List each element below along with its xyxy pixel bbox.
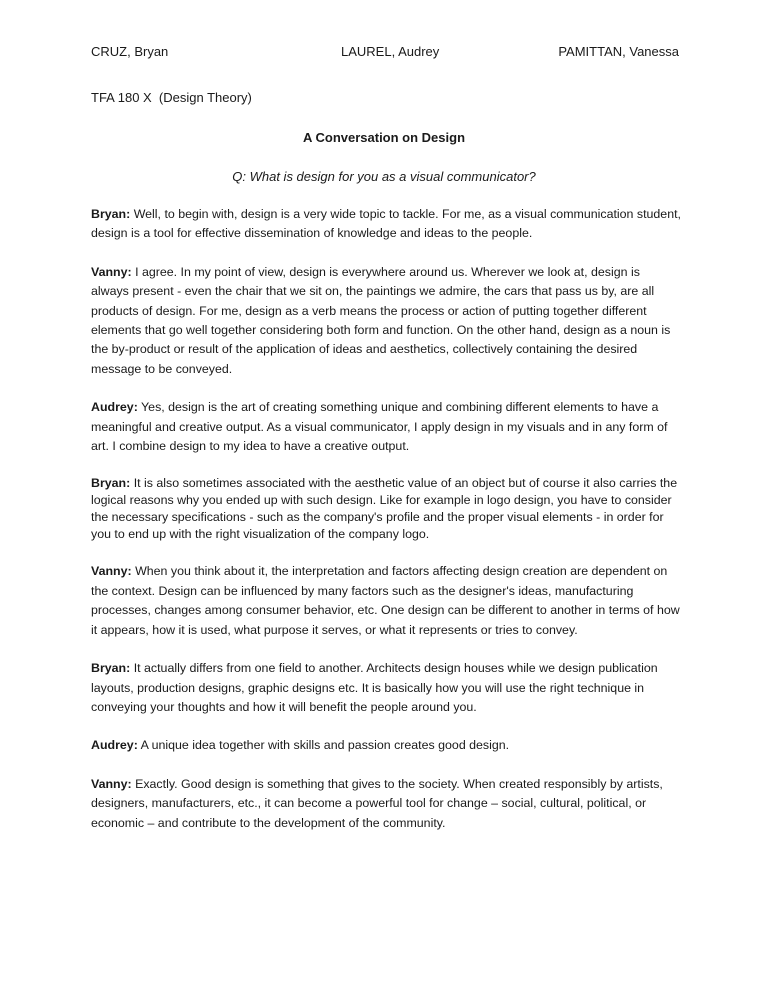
turn-text: Well, to begin with, design is a very wide topic to tackle. For me, as a visual communication student, design is a tool for effective dissemination of knowledge and ideas to the people. [91,207,681,241]
speaker-name: Vanny: [91,264,132,279]
course-line: TFA 180 X (Design Theory) [91,90,252,105]
speaker-name: Bryan: [91,207,131,221]
turn-text: It is also sometimes associated with the aesthetic value of an object but of course it also carries the logical reasons why you ended up with such design. Like for example in logo design, you have to consider the necessary specifications - such as the company's profile and the proper visual elements - in order for you to end up with the right visualization of the company logo. [91,476,678,542]
dialogue-turn [91,736,681,755]
speaker-name: Vanny: [91,776,132,791]
speaker-name: Vanny: [91,564,132,579]
turn-text: Exactly. Good design is something that gives to the society. When created responsibly by artists, designers, manufacturers, etc., it can become a powerful tool for change – social, cultural, political, or economic – and contribute to the development of the community. [91,776,663,830]
question-line: Q: What is design for you as a visual communicator? [232,169,536,184]
dialogue-turn [91,775,681,833]
document-title: A Conversation on Design [302,130,466,145]
author-name: CRUZ, Bryan [91,44,169,59]
dialogue-turn [91,398,681,456]
speaker-name: Bryan: [91,476,131,491]
dialogue-turn [91,475,681,543]
dialogue-turn [91,263,681,379]
turn-text: A unique idea together with skills and passion creates good design. [137,738,510,753]
speaker-name: Audrey: [91,738,138,753]
author-line [91,44,679,64]
author-name: PAMITTAN, Vanessa [558,44,679,59]
dialogue-turn [91,562,681,640]
turn-text: When you think about it, the interpretation and factors affecting design creation are dependent on the context. Design can be influenced by many factors such as the designer's ideas, manufacturing processes, changes among consumer behavior, etc. One design can be different to another in terms of how it appears, how it is used, what purpose it serves, or what it represents or tries to convey. [91,564,680,637]
dialogue-body [91,205,681,852]
turn-text: I agree. In my point of view, design is everywhere around us. Wherever we look at, design is always present - even the chair that we sit on, the paintings we admire, the cars that pass us by, are all products of design. For me, design as a verb means the process or action of putting together different elements that go well together considering both form and function. On the other hand, design as a noun is the by-product or result of the application of ideas and aesthetics, collectively containing the desired message to be conveyed. [91,264,671,376]
author-name: LAUREL, Audrey [341,44,440,59]
speaker-name: Audrey: [91,400,138,415]
speaker-name: Bryan: [91,661,131,676]
dialogue-turn [91,205,681,244]
turn-text: It actually differs from one field to another. Architects design houses while we design publication layouts, production designs, graphic designs etc. It is basically how you will use the right technique in conveying your thoughts and how it will benefit the people around you. [91,661,658,714]
dialogue-turn [91,659,681,717]
turn-text: Yes, design is the art of creating something unique and combining different elements to have a meaningful and creative output. As a visual communicator, I apply design in my visuals and in any form of art. I combine design to my idea to have a creative output. [91,400,668,454]
